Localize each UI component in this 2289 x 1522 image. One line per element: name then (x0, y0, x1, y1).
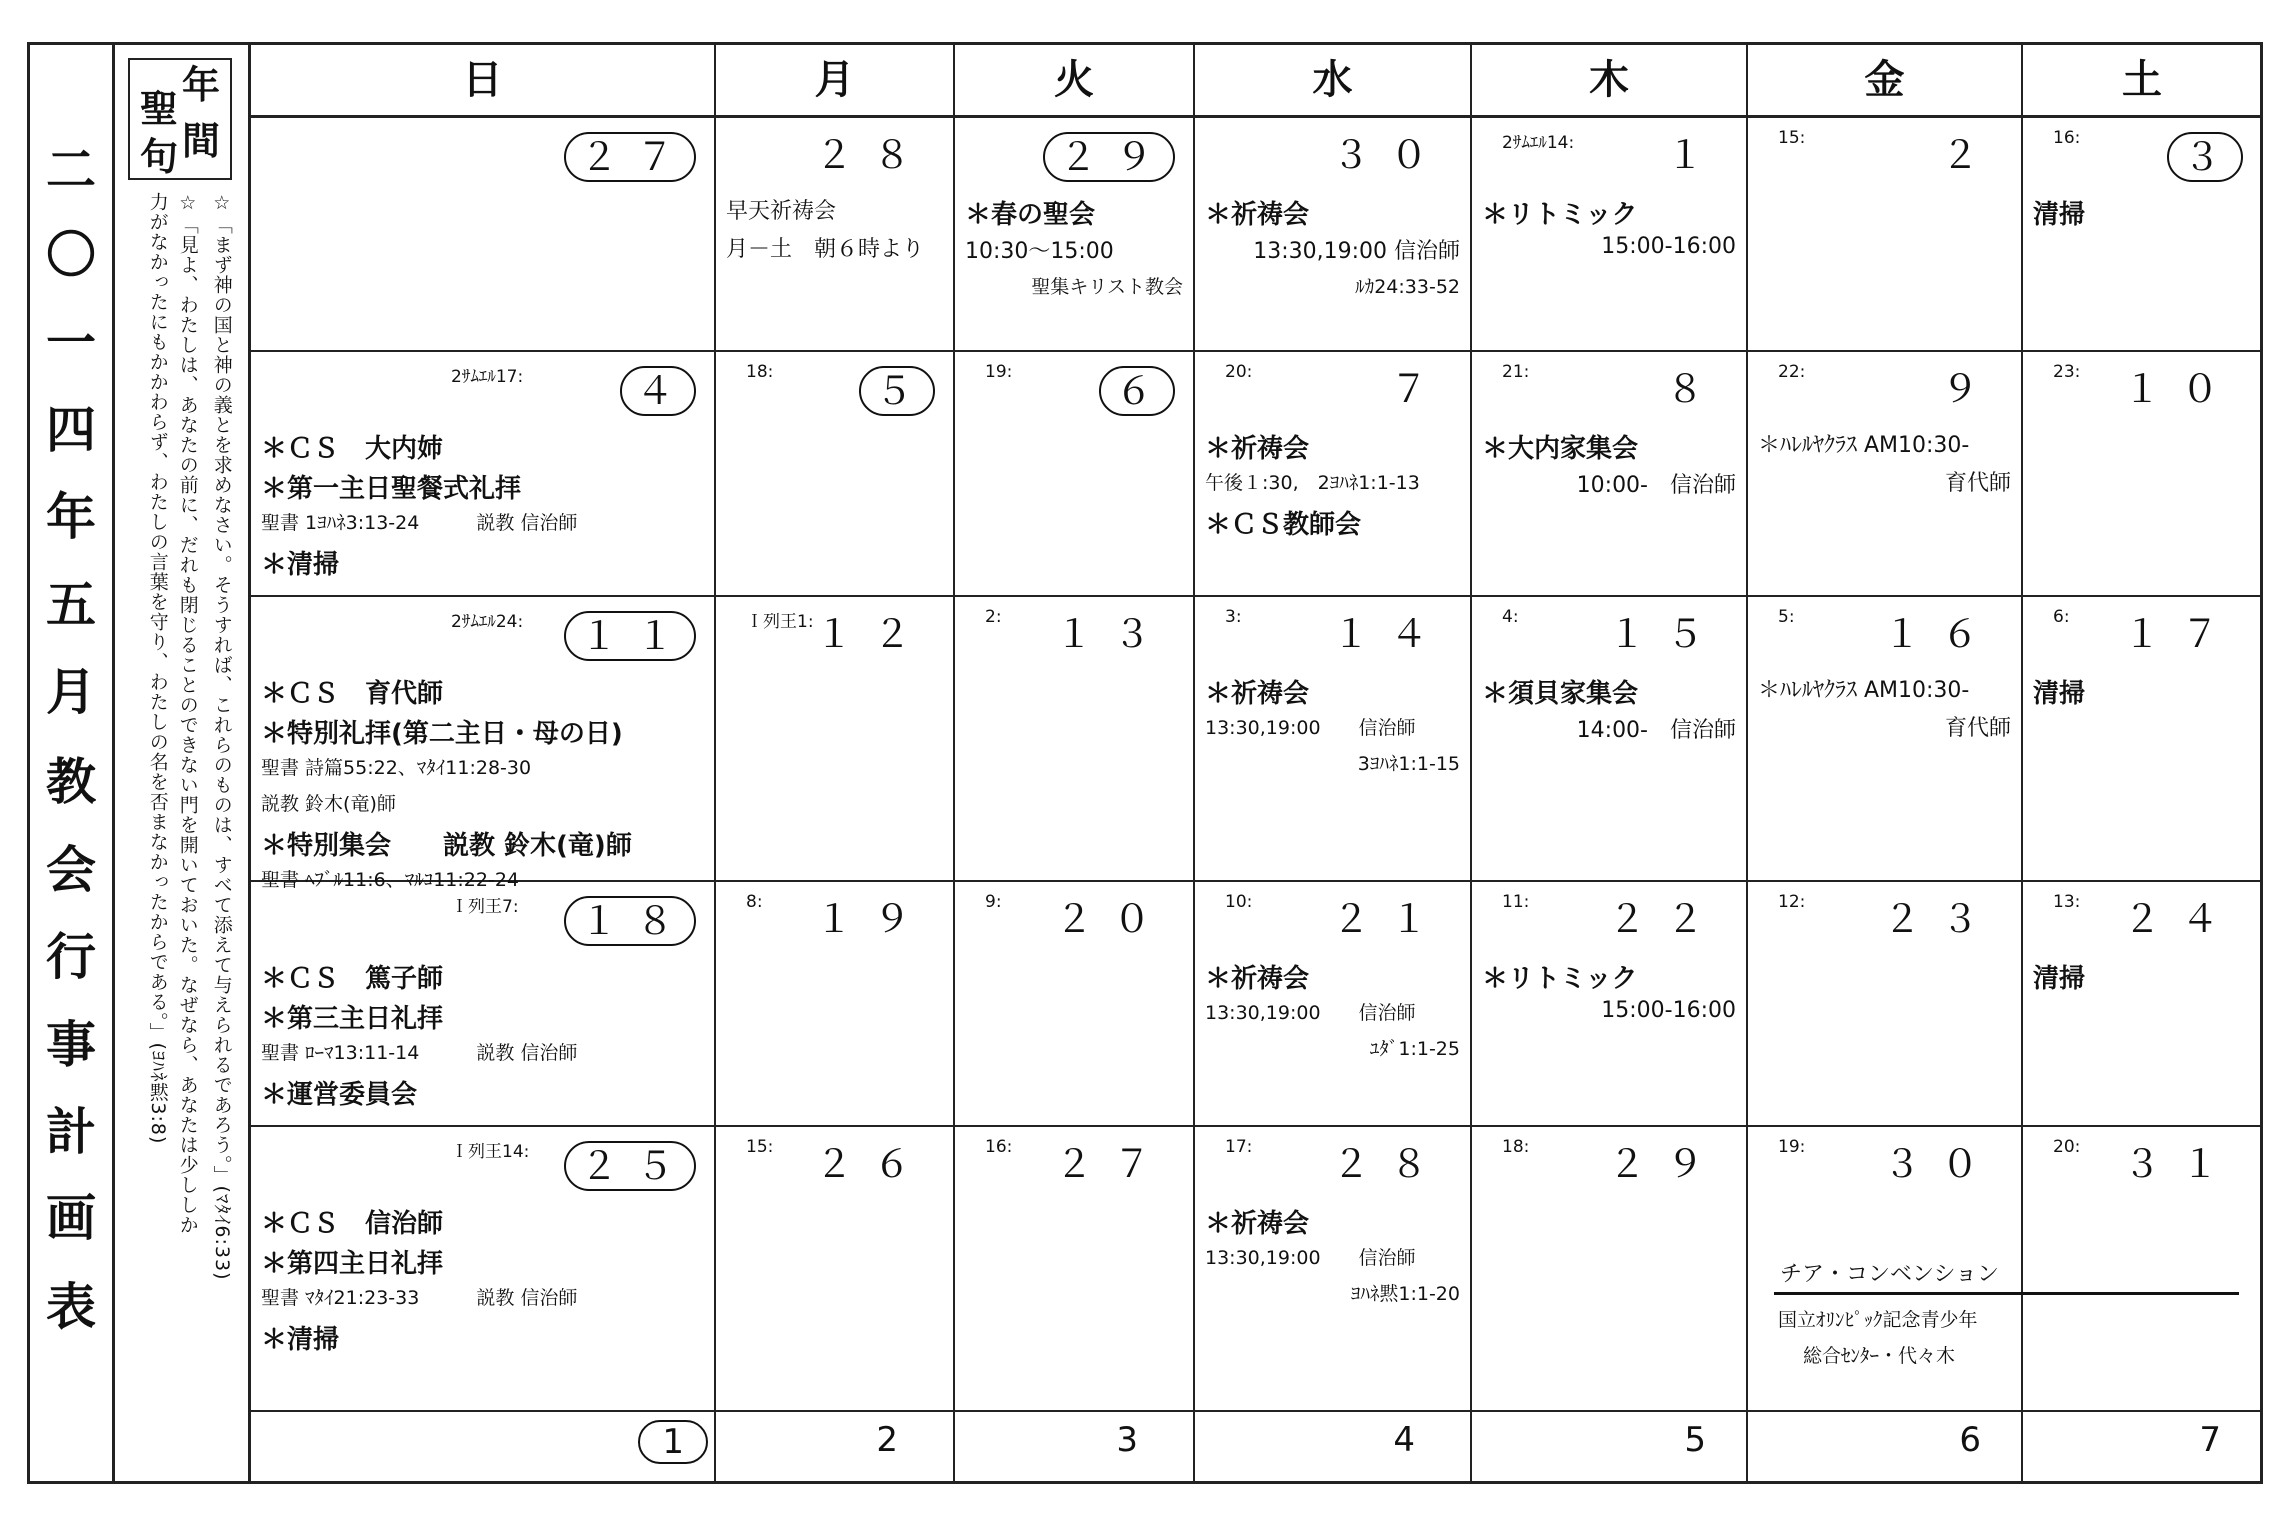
event-line: ＊第一主日聖餐式礼拝 (261, 474, 522, 504)
event-line: 清掃 (2033, 964, 2086, 994)
event-line: ＊須貝家集会 (1482, 679, 1639, 709)
day-cell[interactable] (1748, 597, 2023, 882)
next-week-day-number: 5 (1684, 1420, 1706, 1460)
day-number: ２ (1940, 133, 1999, 177)
calendar-grid (251, 42, 2263, 1484)
bible-reading-ref: 5: (1778, 607, 1795, 627)
weekday-header-4: 木 (1472, 42, 1748, 118)
day-cell[interactable] (251, 597, 716, 891)
title-char: 五 (46, 576, 96, 634)
event-line: 説教 鈴木(竜)師 (261, 793, 396, 815)
bible-reading-ref: 16: (2053, 128, 2081, 148)
event-line: 3ﾖﾊﾈ1:1-15 (1357, 753, 1460, 775)
weekday-header-0: 日 (251, 42, 716, 118)
day-cell[interactable] (1748, 882, 2023, 1127)
event-line: 13:30,19:00 信治師 (1205, 1247, 1416, 1269)
event-line: ＊特別集会 説教 鈴木(竜)師 (261, 831, 632, 861)
next-week-day-number: 7 (2199, 1420, 2221, 1460)
day-number: １１ (564, 611, 696, 661)
bible-reading-ref: 20: (1225, 362, 1253, 382)
bible-reading-ref: Ｉ列王7: (451, 897, 519, 917)
event-line: ＊春の聖会 (965, 200, 1096, 230)
bible-reading-ref: 22: (1778, 362, 1806, 382)
day-number: １８ (564, 896, 696, 946)
convention-span-line (1774, 1292, 2239, 1295)
next-week-cell[interactable] (1195, 1412, 1472, 1484)
day-cell[interactable] (251, 352, 716, 597)
day-cell[interactable] (716, 882, 955, 1127)
event-line: ＊ﾊﾚﾙﾔｸﾗｽ AM10:30- (1758, 678, 1970, 703)
title-char: 行 (46, 928, 96, 986)
event-line: 13:30,19:00 信治師 (1205, 1002, 1416, 1024)
calendar-title (27, 42, 115, 1484)
event-line: ＊大内家集会 (1482, 434, 1639, 464)
day-cell[interactable] (251, 882, 716, 1127)
event-line: 15:00-16:00 (1601, 998, 1736, 1023)
event-line: ＊ＣＳ 信治師 (261, 1209, 444, 1239)
day-cell[interactable] (2023, 118, 2263, 352)
event-line: 聖書 詩篇55:22、ﾏﾀｲ11:28-30 (261, 757, 532, 779)
day-number: ８ (1665, 367, 1724, 411)
bible-reading-ref: 15: (1778, 128, 1806, 148)
event-line: 聖書 ﾍﾌﾞﾙ11:6、ﾏﾙｺ11:22-24 (261, 869, 519, 891)
next-week-cell[interactable] (2023, 1412, 2263, 1484)
convention-place: 総合ｾﾝﾀｰ・代々木 (1803, 1345, 1956, 1367)
event-line: ＊祈祷会 (1205, 200, 1310, 230)
event-line: ＊清掃 (261, 1325, 340, 1355)
day-number: ２９ (1043, 132, 1175, 182)
event-line: 聖書 1ﾖﾊﾈ3:13-24 説教 信治師 (261, 512, 578, 534)
next-week-cell[interactable] (955, 1412, 1195, 1484)
day-number: ９ (1940, 367, 1999, 411)
event-line: 10:30～15:00 (965, 239, 1114, 264)
seiku-char: 年 (182, 63, 221, 107)
day-cell[interactable] (1195, 597, 1472, 882)
event-line: ＊ＣＳ教師会 (1205, 510, 1362, 540)
day-number: １２ (814, 612, 931, 656)
bible-reading-ref: Ｉ列王1: (746, 612, 814, 632)
bible-reading-ref: 3: (1225, 607, 1242, 627)
day-cell[interactable] (955, 118, 1195, 352)
day-cell[interactable] (1195, 118, 1472, 352)
bible-reading-ref: 20: (2053, 1137, 2081, 1157)
day-cell[interactable] (1472, 118, 1748, 352)
day-cell[interactable] (2023, 882, 2263, 1127)
day-number: ２６ (814, 1142, 931, 1186)
bible-reading-ref: 10: (1225, 892, 1253, 912)
annual-verse-label (128, 58, 232, 180)
event-line: 清掃 (2033, 200, 2086, 230)
event-line: ＊祈祷会 (1205, 679, 1310, 709)
next-week-cell[interactable] (1748, 1412, 2023, 1484)
event-line: ＊祈祷会 (1205, 1209, 1310, 1239)
day-cell[interactable] (1748, 352, 2023, 597)
day-cell[interactable] (1748, 118, 2023, 352)
verse-line: 力がなかったにもかかわらず、わたしの言葉を守り、わたしの名を否まなかったからである。」(ﾖﾊﾈ黙3:8) (146, 192, 169, 1145)
event-line: ＊清掃 (261, 550, 340, 580)
title-char: 画 (46, 1189, 96, 1247)
event-line: 育代師 (1944, 471, 2011, 496)
day-cell[interactable] (1472, 1127, 1748, 1412)
event-line: ＊祈祷会 (1205, 434, 1310, 464)
bible-reading-ref: 18: (746, 362, 774, 382)
day-number: ２７ (1054, 1142, 1171, 1186)
day-number: ３ (2167, 132, 2243, 182)
bible-reading-ref: 15: (746, 1137, 774, 1157)
day-cell[interactable] (955, 1127, 1195, 1412)
day-number: ２５ (564, 1141, 696, 1191)
event-line: 育代師 (1944, 716, 2011, 741)
event-line: 13:30,19:00 信治師 (1253, 239, 1460, 264)
title-char: 二 (46, 141, 96, 199)
day-cell[interactable] (716, 597, 955, 882)
event-line: ＊ＣＳ 育代師 (261, 679, 444, 709)
title-char: 教 (46, 753, 96, 811)
event-line: ＊リトミック (1482, 964, 1638, 994)
seiku-char: 句 (140, 135, 179, 179)
day-cell[interactable] (716, 1127, 955, 1412)
convention-place: 国立ｵﾘﾝﾋﾟｯｸ記念青少年 (1778, 1309, 1978, 1331)
bible-reading-ref: Ｉ列王14: (451, 1142, 530, 1162)
bible-reading-ref: 2ｻﾑｴﾙ17: (451, 367, 524, 387)
title-char: 計 (46, 1103, 96, 1161)
day-number: １９ (814, 897, 931, 941)
event-line: ﾙｶ24:33-52 (1355, 276, 1460, 298)
event-line: 清掃 (2033, 679, 2086, 709)
next-week-day-number: 3 (1116, 1420, 1138, 1460)
title-char: 年 (46, 488, 96, 546)
day-number: ２１ (1331, 897, 1448, 941)
convention-label: チア・コンベンション (1780, 1262, 2000, 1287)
event-line: 聖書 ﾏﾀｲ21:23-33 説教 信治師 (261, 1287, 578, 1309)
seiku-char: 聖 (140, 87, 179, 131)
day-number: ２４ (2122, 897, 2239, 941)
event-line: 14:00- 信治師 (1576, 718, 1736, 743)
weekday-header-6: 土 (2023, 42, 2263, 118)
event-line: 聖集キリスト教会 (1031, 276, 1183, 298)
event-line: ﾕﾀﾞ1:1-25 (1369, 1038, 1460, 1060)
event-line: ＊運営委員会 (261, 1080, 418, 1110)
weekday-header-2: 火 (955, 42, 1195, 118)
day-number: １ (1665, 133, 1724, 177)
event-line: ＊ﾊﾚﾙﾔｸﾗｽ AM10:30- (1758, 433, 1970, 458)
day-number: １０ (2122, 367, 2239, 411)
day-cell[interactable] (251, 1127, 716, 1412)
event-line: ﾖﾊﾈ黙1:1-20 (1350, 1283, 1460, 1305)
day-number: ３１ (2122, 1142, 2239, 1186)
verse-line: ☆「まず神の国と神の義とを求めなさい。そうすれば、これらのものは、すべて添えて与えられるであろう。」(ﾏﾀｲ6:33) (210, 192, 233, 1281)
bible-reading-ref: 2: (985, 607, 1002, 627)
title-char: 四 (46, 401, 96, 459)
day-cell[interactable] (1195, 882, 1472, 1127)
day-cell[interactable] (2023, 1127, 2263, 1412)
day-cell[interactable] (1472, 352, 1748, 597)
day-number: ４ (620, 366, 696, 416)
event-line: 月－土 朝６時より (726, 237, 925, 262)
title-char: 月 (46, 663, 96, 721)
next-week-day-number: 2 (876, 1420, 898, 1460)
weekday-header-5: 金 (1748, 42, 2023, 118)
day-cell[interactable] (1472, 597, 1748, 882)
day-cell[interactable] (955, 597, 1195, 882)
event-line: 15:00-16:00 (1601, 234, 1736, 259)
title-char: 事 (46, 1016, 96, 1074)
event-line: 早天祈祷会 (726, 199, 837, 224)
day-cell[interactable] (2023, 597, 2263, 882)
bible-reading-ref: 12: (1778, 892, 1806, 912)
event-line: ＊特別礼拝(第二主日・母の日) (261, 719, 623, 749)
bible-reading-ref: 8: (746, 892, 763, 912)
event-line: ＊第三主日礼拝 (261, 1004, 444, 1034)
day-number: ２３ (1882, 897, 1999, 941)
bible-reading-ref: 11: (1502, 892, 1530, 912)
day-number: １７ (2122, 612, 2239, 656)
day-number: ２０ (1054, 897, 1171, 941)
weekday-header-1: 月 (716, 42, 955, 118)
bible-reading-ref: 21: (1502, 362, 1530, 382)
event-line: 聖書 ﾛｰﾏ13:11-14 説教 信治師 (261, 1042, 578, 1064)
day-number: １５ (1607, 612, 1724, 656)
next-week-day-number: 4 (1393, 1420, 1415, 1460)
bible-reading-ref: 19: (985, 362, 1013, 382)
day-cell[interactable] (716, 352, 955, 597)
day-number: １６ (1882, 612, 1999, 656)
event-line: ＊第四主日礼拝 (261, 1249, 444, 1279)
day-cell[interactable] (955, 352, 1195, 597)
day-number: ６ (1099, 366, 1175, 416)
event-line: ＊ＣＳ 篤子師 (261, 964, 444, 994)
bible-reading-ref: 23: (2053, 362, 2081, 382)
title-char: 一 (46, 314, 96, 372)
bible-reading-ref: 2ｻﾑｴﾙ24: (451, 612, 524, 632)
day-number: ２８ (1331, 1142, 1448, 1186)
bible-reading-ref: 17: (1225, 1137, 1253, 1157)
day-number: ２７ (564, 132, 696, 182)
bible-reading-ref: 9: (985, 892, 1002, 912)
day-number: １３ (1054, 612, 1171, 656)
next-week-cell[interactable] (251, 1412, 716, 1484)
event-line: ＊祈祷会 (1205, 964, 1310, 994)
verse-column (115, 42, 251, 1484)
event-line: ＊ＣＳ 大内姉 (261, 434, 444, 464)
day-cell[interactable] (716, 118, 955, 352)
bible-reading-ref: 2ｻﾑｴﾙ14: (1502, 133, 1575, 153)
next-week-day-number: 1 (638, 1420, 708, 1464)
next-week-day-number: 6 (1959, 1420, 1981, 1460)
day-number: ７ (1389, 367, 1448, 411)
day-cell[interactable] (955, 882, 1195, 1127)
day-number: １４ (1331, 612, 1448, 656)
event-line: 午後１:30, 2ﾖﾊﾈ1:1-13 (1205, 472, 1420, 494)
day-number: ２９ (1607, 1142, 1724, 1186)
event-line: ＊リトミック (1482, 200, 1638, 230)
day-number: ３０ (1882, 1142, 1999, 1186)
verse-line: ☆「見よ、わたしは、あなたの前に、だれも閉じることのできない門を開いておいた。なぜなら、あなたは少ししか (176, 192, 199, 1235)
day-cell[interactable] (2023, 352, 2263, 597)
title-char: 表 (46, 1278, 96, 1336)
day-number: ２２ (1607, 897, 1724, 941)
seiku-char: 間 (182, 119, 221, 163)
day-number: ５ (859, 366, 935, 416)
day-cell[interactable] (1472, 882, 1748, 1127)
weekday-header-3: 水 (1195, 42, 1472, 118)
title-char: 会 (46, 841, 96, 899)
bible-reading-ref: 16: (985, 1137, 1013, 1157)
day-cell[interactable] (251, 118, 716, 352)
bible-reading-ref: 18: (1502, 1137, 1530, 1157)
event-line: 13:30,19:00 信治師 (1205, 717, 1416, 739)
next-week-cell[interactable] (716, 1412, 955, 1484)
next-week-cell[interactable] (1472, 1412, 1748, 1484)
title-char: 〇 (46, 226, 96, 284)
bible-reading-ref: 4: (1502, 607, 1519, 627)
event-line: 10:00- 信治師 (1576, 473, 1736, 498)
bible-reading-ref: 13: (2053, 892, 2081, 912)
day-cell[interactable] (1195, 1127, 1472, 1412)
bible-reading-ref: 6: (2053, 607, 2070, 627)
day-number: ２８ (814, 133, 931, 177)
bible-reading-ref: 19: (1778, 1137, 1806, 1157)
day-number: ３０ (1331, 133, 1448, 177)
day-cell[interactable] (1195, 352, 1472, 597)
